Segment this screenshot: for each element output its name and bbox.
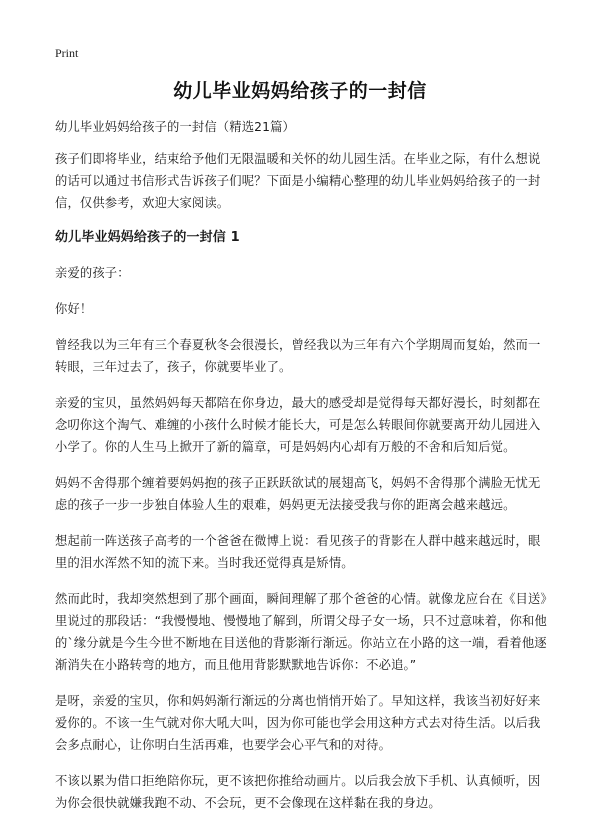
document-subtitle: 幼儿毕业妈妈给孩子的一封信（精选21篇） xyxy=(55,120,295,134)
letter-paragraph: 曾经我以为三年有三个春夏秋冬会很漫长，曾经我以为三年有六个学期周而复始，然而一转眼，三年过去了，孩子，你就要毕业了。 xyxy=(55,338,541,374)
intro-paragraph: 孩子们即将毕业，结束给予他们无限温暖和关怀的幼儿园生活。在毕业之际，有什么想说的话可以通过书信形式告诉孩子们呢？下面是小编精心整理的幼儿毕业妈妈给孩子的一封信，仅供参考，欢迎大家阅读。 xyxy=(55,152,541,210)
letter-paragraph: 然而此时，我却突然想到了那个画面，瞬间理解了那个爸爸的心情。就像龙应台在《目送》里说过的那段话：“我慢慢地、慢慢地了解到，所谓父母子女一场，只不过意味着，你和他的`缘分就是今生今世不断地在目送他的背影渐行渐远。你站立在小路的这一端，看着他逐渐消失在小路转弯的地方，而且他用背影默默地告诉你：不必追。” xyxy=(55,592,547,672)
letter-paragraph: 妈妈不舍得那个缠着要妈妈抱的孩子正跃跃欲试的展翅高飞，妈妈不舍得那个满脸无忧无虑的孩子一步一步独自体验人生的艰难，妈妈更无法接受我与你的距离会越来越远。 xyxy=(55,476,541,512)
letter-greeting: 亲爱的孩子： xyxy=(55,266,130,280)
section-heading: 幼儿毕业妈妈给孩子的一封信 1 xyxy=(55,230,240,245)
letter-paragraph: 不该以累为借口拒绝陪你玩，更不该把你推给动画片。以后我会放下手机、认真倾听，因为你会很快就嫌我跑不动、不会玩，更不会像现在这样黏在我的身边。 xyxy=(55,774,541,810)
page-title: 幼儿毕业妈妈给孩子的一封信 xyxy=(173,80,427,102)
letter-hello: 你好！ xyxy=(55,302,93,316)
document-body xyxy=(55,116,550,828)
letter-paragraph: 亲爱的宝贝，虽然妈妈每天都陪在你身边，最大的感受却是觉得每天都好漫长，时刻都在念叨你这个淘气、难缠的小孩什么时候才能长大，可是怎么转眼间你就要离开幼儿园进入小学了。你的人生马上掀开了新的篇章，可是妈妈内心却有万般的不舍和后知后觉。 xyxy=(55,396,541,454)
print-link[interactable]: Print xyxy=(55,46,79,60)
letter-paragraph: 是呀，亲爱的宝贝，你和妈妈渐行渐远的分离也悄悄开始了。早知这样，我该当初好好来爱你的。不该一生气就对你大吼大叫，因为你可能也学会用这种方式去对待生活。以后我会多点耐心，让你明白生活再难，也要学会心平气和的对待。 xyxy=(55,694,541,752)
letter-paragraph: 想起前一阵送孩子高考的一个爸爸在微博上说：看见孩子的背影在人群中越来越远时，眼里的泪水浑然不知的流下来。当时我还觉得真是矫情。 xyxy=(55,534,541,570)
